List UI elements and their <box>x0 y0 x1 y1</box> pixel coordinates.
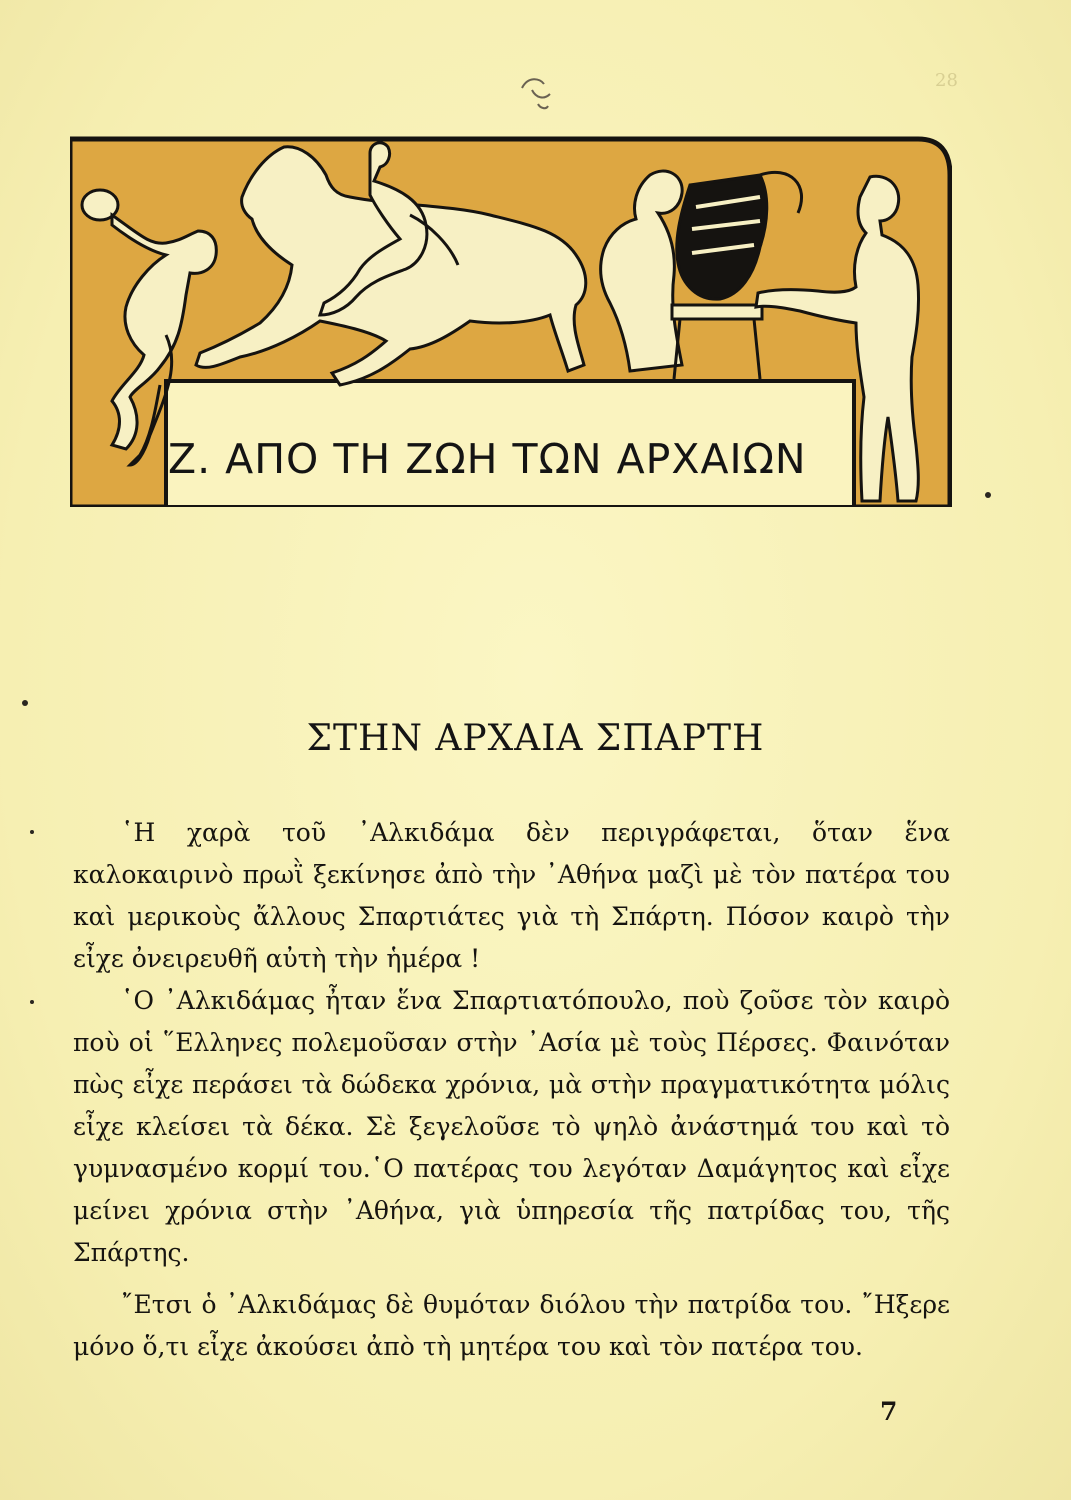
speck <box>30 830 34 834</box>
speck <box>22 700 28 706</box>
paragraph: ῾Η χαρὰ τοῦ ᾿Αλκιδάμα δὲν περιγράφεται, ὅταν ἕνα καλοκαιρινὸ πρωῒ ξεκίνησε ἀπὸ τὴν ᾿Αθήνα μαζὶ μὲ τὸν πατέρα του καὶ μερικοὺς ἄλλους Σπαρτιάτες γιὰ τὴ Σπάρτη. Πόσον καιρὸ τὴν εἶχε ὀνειρευθῆ αὐτὴ τὴν ἡμέρα ! <box>73 818 950 973</box>
chapter-banner-illustration <box>70 135 952 507</box>
speck <box>30 1000 34 1004</box>
ornament-mark <box>510 70 570 124</box>
page-number: 7 <box>880 1397 898 1426</box>
page-corner-mark: 28 <box>935 70 958 91</box>
chapter-title: Ζ. ΑΠΟ ΤΗ ΖΩΗ ΤΩΝ ΑΡΧΑΙΩΝ <box>168 435 807 483</box>
speck <box>985 492 991 498</box>
paragraph: ῎Ετσι ὁ ᾿Αλκιδάμας δὲ θυμόταν διόλου τὴν πατρίδα του. ῎Ηξερε μόνο ὅ,τι εἶχε ἀκούσει ἀπὸ τὴ μητέρα του καὶ τὸν πατέρα του. <box>73 1290 950 1361</box>
story-title: ΣΤΗΝ ΑΡΧΑΙΑ ΣΠΑΡΤΗ <box>306 718 765 759</box>
paragraph: ῾Ο ᾿Αλκιδάμας ἦταν ἕνα Σπαρτιατόπουλο, ποὺ ζοῦσε τὸν καιρὸ ποὺ οἱ ῞Ελληνες πολεμοῦσαν στὴν ᾿Ασία μὲ τοὺς Πέρσες. Φαινόταν πὼς εἶχε περάσει τὰ δώδεκα χρόνια, μὰ στὴν πραγματικότητα μόλις εἶχε κλείσει τὰ δέκα. Σὲ ξεγελοῦσε τὸ ψηλὸ ἀνάστημά του καὶ τὸ γυμνασμένο κορμί του.῾Ο πατέρας του λεγόταν Δαμάγητος καὶ εἶχε μείνει χρόνια στὴν ᾿Αθήνα, γιὰ ὑπηρεσία τῆς πατρίδας του, τῆς Σπάρτης. <box>73 986 950 1267</box>
body-text <box>73 812 950 1368</box>
